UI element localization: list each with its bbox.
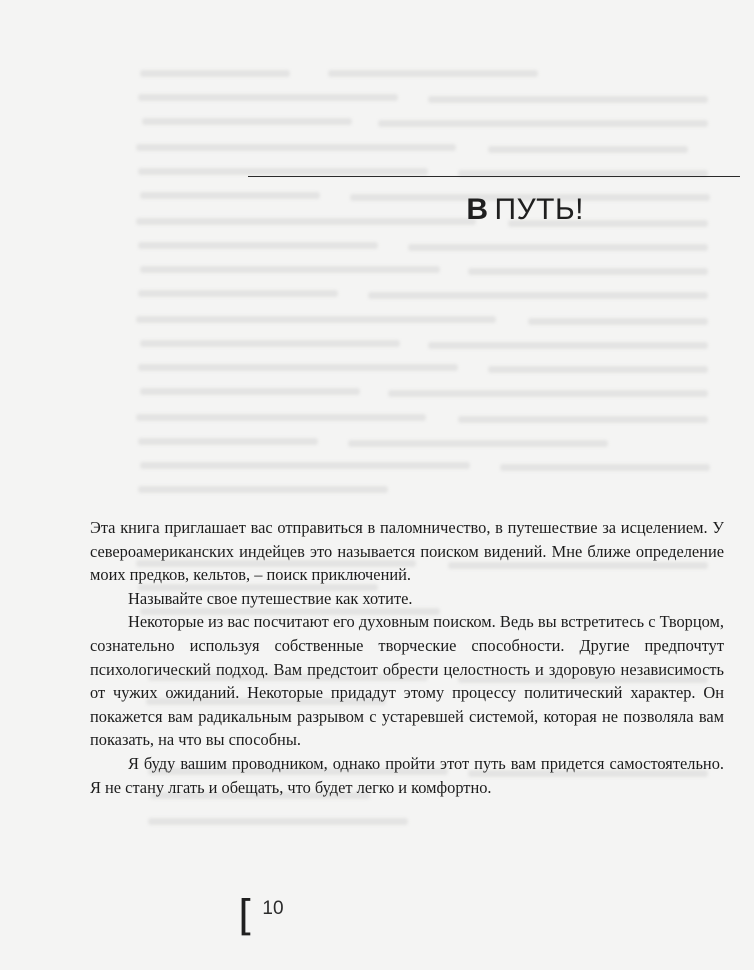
chapter-title-rule (248, 176, 740, 177)
body-text (90, 516, 724, 799)
paragraph-2: Называйте свое путешествие как хотите. (128, 588, 413, 608)
page-number: 10 (262, 898, 284, 919)
paragraph-1: Эта книга приглашает вас отправиться в паломничество, в путешествие за исцелением. У североамериканских индейцев это называется поиском видений. Мне ближе определение моих предков, кельтов, – поиск приключений. (90, 518, 724, 585)
paragraph-3: Некоторые из вас посчитают его духовным поиском. Ведь вы встретитесь с Творцом, сознательно используя собственные творческие способности. Другие предпочтут психологический подход. Вам предстоит обрести целостность и здоровую независимость от чужих ожиданий. Некоторые придадут этому процессу политический характер. Он покажется вам радикальным разрывом с устаревшей системой, которая не позволяла вам показать, на что вы способны. (90, 612, 724, 750)
chapter-title-lead: В (466, 193, 489, 226)
folio-bracket: [ (238, 891, 255, 940)
chapter-title (466, 188, 584, 232)
chapter-title-rest: ПУТЬ! (494, 193, 584, 226)
page-folio (238, 891, 284, 940)
paragraph-4: Я буду вашим проводником, однако пройти этот путь вам придется самостоятельно. Я не стану лгать и обещать, что будет легко и комфортно. (90, 753, 724, 797)
